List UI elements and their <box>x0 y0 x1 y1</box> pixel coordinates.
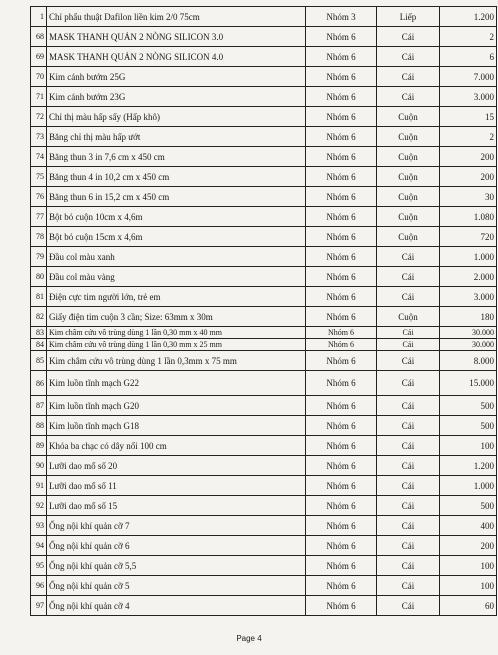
item-unit: Cuộn <box>377 227 440 247</box>
item-name: MASK THANH QUẢN 2 NÒNG SILICON 4.0 <box>47 47 306 67</box>
item-unit: Cái <box>377 67 440 87</box>
table-row <box>31 87 497 107</box>
item-name: Lưỡi dao mổ số 11 <box>47 476 306 496</box>
item-quantity: 400 <box>440 516 497 536</box>
row-number: 78 <box>31 227 47 247</box>
row-number: 74 <box>31 147 47 167</box>
supply-table <box>30 6 497 616</box>
item-quantity: 30.000 <box>440 339 497 351</box>
item-group: Nhóm 6 <box>306 327 377 339</box>
item-group: Nhóm 6 <box>306 371 377 396</box>
item-quantity: 2 <box>440 27 497 47</box>
item-quantity: 200 <box>440 167 497 187</box>
item-group: Nhóm 6 <box>306 307 377 327</box>
item-name: Kim cánh bướm 23G <box>47 87 306 107</box>
item-unit: Cái <box>377 436 440 456</box>
row-number: 90 <box>31 456 47 476</box>
item-unit: Cái <box>377 516 440 536</box>
item-name: Kim châm cứu vô trùng dùng 1 lần 0,30 mm x 40 mm <box>47 327 306 339</box>
item-quantity: 2.000 <box>440 267 497 287</box>
item-unit: Cuộn <box>377 107 440 127</box>
table-row <box>31 67 497 87</box>
item-unit: Cái <box>377 556 440 576</box>
item-quantity: 2 <box>440 127 497 147</box>
item-unit: Cái <box>377 287 440 307</box>
table-row <box>31 227 497 247</box>
item-name: Ống nội khí quản cỡ 7 <box>47 516 306 536</box>
item-name: Khóa ba chạc có dây nối 100 cm <box>47 436 306 456</box>
item-quantity: 8.000 <box>440 351 497 371</box>
item-name: Kim cánh bướm 25G <box>47 67 306 87</box>
item-group: Nhóm 6 <box>306 436 377 456</box>
table-row <box>31 596 497 616</box>
row-number: 82 <box>31 307 47 327</box>
item-unit: Cái <box>377 351 440 371</box>
item-unit: Cái <box>377 496 440 516</box>
item-quantity: 7.000 <box>440 67 497 87</box>
item-group: Nhóm 6 <box>306 556 377 576</box>
item-group: Nhóm 6 <box>306 47 377 67</box>
table-row <box>31 516 497 536</box>
item-group: Nhóm 6 <box>306 536 377 556</box>
table-row <box>31 416 497 436</box>
table-row <box>31 307 497 327</box>
table-row <box>31 456 497 476</box>
item-name: Chỉ phẩu thuật Dafilon liền kim 2/0 75cm <box>47 7 306 27</box>
table-row <box>31 7 497 27</box>
item-group: Nhóm 6 <box>306 339 377 351</box>
item-name: Đầu col màu vàng <box>47 267 306 287</box>
item-unit: Cái <box>377 87 440 107</box>
table-row <box>31 47 497 67</box>
item-unit: Cái <box>377 339 440 351</box>
item-name: Ống nội khí quản cỡ 5 <box>47 576 306 596</box>
item-group: Nhóm 6 <box>306 476 377 496</box>
item-quantity: 30.000 <box>440 327 497 339</box>
item-unit: Cuộn <box>377 207 440 227</box>
item-unit: Cái <box>377 267 440 287</box>
item-group: Nhóm 3 <box>306 7 377 27</box>
item-name: Lưỡi dao mổ số 15 <box>47 496 306 516</box>
item-quantity: 720 <box>440 227 497 247</box>
item-unit: Cái <box>377 476 440 496</box>
item-unit: Cái <box>377 416 440 436</box>
table-row <box>31 107 497 127</box>
item-group: Nhóm 6 <box>306 207 377 227</box>
table-body <box>31 7 497 616</box>
item-quantity: 500 <box>440 416 497 436</box>
item-group: Nhóm 6 <box>306 351 377 371</box>
row-number: 79 <box>31 247 47 267</box>
item-quantity: 15 <box>440 107 497 127</box>
item-unit: Cái <box>377 371 440 396</box>
row-number: 68 <box>31 27 47 47</box>
item-group: Nhóm 6 <box>306 596 377 616</box>
row-number: 89 <box>31 436 47 456</box>
item-unit: Cuộn <box>377 147 440 167</box>
item-quantity: 60 <box>440 596 497 616</box>
item-quantity: 100 <box>440 436 497 456</box>
row-number: 92 <box>31 496 47 516</box>
item-unit: Cái <box>377 536 440 556</box>
table-row <box>31 371 497 396</box>
table-row <box>31 167 497 187</box>
item-group: Nhóm 6 <box>306 27 377 47</box>
item-unit: Cái <box>377 396 440 416</box>
row-number: 96 <box>31 576 47 596</box>
row-number: 84 <box>31 339 47 351</box>
row-number: 77 <box>31 207 47 227</box>
table-row <box>31 496 497 516</box>
row-number: 85 <box>31 351 47 371</box>
item-name: Kim luồn tĩnh mạch G22 <box>47 371 306 396</box>
table-row <box>31 27 497 47</box>
table-row <box>31 436 497 456</box>
row-number: 73 <box>31 127 47 147</box>
item-name: Điện cực tim người lớn, trẻ em <box>47 287 306 307</box>
row-number: 81 <box>31 287 47 307</box>
page-number: Page 4 <box>236 634 262 643</box>
item-quantity: 3.000 <box>440 87 497 107</box>
table-row <box>31 187 497 207</box>
item-group: Nhóm 6 <box>306 516 377 536</box>
row-number: 1 <box>31 7 47 27</box>
row-number: 80 <box>31 267 47 287</box>
item-name: Ống nội khí quản cỡ 5,5 <box>47 556 306 576</box>
item-group: Nhóm 6 <box>306 187 377 207</box>
item-group: Nhóm 6 <box>306 147 377 167</box>
item-name: Băng thun 3 in 7,6 cm x 450 cm <box>47 147 306 167</box>
item-name: Ống nội khí quản cỡ 4 <box>47 596 306 616</box>
item-name: Kim luồn tĩnh mạch G20 <box>47 396 306 416</box>
row-number: 76 <box>31 187 47 207</box>
item-name: Giấy điện tim cuộn 3 cần; Size: 63mm x 30m <box>47 307 306 327</box>
item-unit: Cuộn <box>377 167 440 187</box>
item-unit: Cái <box>377 576 440 596</box>
item-quantity: 6 <box>440 47 497 67</box>
item-name: Băng chỉ thị màu hấp ướt <box>47 127 306 147</box>
item-name: Lưỡi dao mổ số 20 <box>47 456 306 476</box>
item-unit: Cái <box>377 596 440 616</box>
item-group: Nhóm 6 <box>306 167 377 187</box>
item-quantity: 500 <box>440 496 497 516</box>
item-name: Kim châm cứu vô trùng dùng 1 lần 0,3mm x 75 mm <box>47 351 306 371</box>
item-unit: Cái <box>377 247 440 267</box>
item-quantity: 1.200 <box>440 456 497 476</box>
item-name: Đầu col màu xanh <box>47 247 306 267</box>
table-row <box>31 247 497 267</box>
item-quantity: 1.000 <box>440 476 497 496</box>
row-number: 88 <box>31 416 47 436</box>
item-unit: Cái <box>377 47 440 67</box>
item-group: Nhóm 6 <box>306 396 377 416</box>
item-quantity: 1.080 <box>440 207 497 227</box>
item-name: Ống nội khí quản cỡ 6 <box>47 536 306 556</box>
item-quantity: 200 <box>440 147 497 167</box>
row-number: 97 <box>31 596 47 616</box>
item-name: MASK THANH QUẢN 2 NÒNG SILICON 3.0 <box>47 27 306 47</box>
item-group: Nhóm 6 <box>306 287 377 307</box>
item-name: Băng thun 4 in 10,2 cm x 450 cm <box>47 167 306 187</box>
table-row <box>31 576 497 596</box>
item-quantity: 500 <box>440 396 497 416</box>
item-unit: Cái <box>377 327 440 339</box>
item-quantity: 1.200 <box>440 7 497 27</box>
item-quantity: 15.000 <box>440 371 497 396</box>
item-name: Băng thun 6 in 15,2 cm x 450 cm <box>47 187 306 207</box>
row-number: 69 <box>31 47 47 67</box>
table-row <box>31 556 497 576</box>
table-row <box>31 207 497 227</box>
item-quantity: 1.000 <box>440 247 497 267</box>
row-number: 83 <box>31 327 47 339</box>
table-row <box>31 476 497 496</box>
item-unit: Cuộn <box>377 187 440 207</box>
row-number: 94 <box>31 536 47 556</box>
item-unit: Liếp <box>377 7 440 27</box>
item-unit: Cái <box>377 456 440 476</box>
row-number: 70 <box>31 67 47 87</box>
table-row <box>31 351 497 371</box>
item-group: Nhóm 6 <box>306 267 377 287</box>
item-group: Nhóm 6 <box>306 227 377 247</box>
item-unit: Cuộn <box>377 307 440 327</box>
row-number: 95 <box>31 556 47 576</box>
item-group: Nhóm 6 <box>306 247 377 267</box>
table-row <box>31 267 497 287</box>
item-group: Nhóm 6 <box>306 107 377 127</box>
item-group: Nhóm 6 <box>306 456 377 476</box>
item-unit: Cái <box>377 27 440 47</box>
item-name: Chỉ thị màu hấp sấy (Hấp khô) <box>47 107 306 127</box>
item-quantity: 200 <box>440 536 497 556</box>
item-group: Nhóm 6 <box>306 496 377 516</box>
row-number: 87 <box>31 396 47 416</box>
item-group: Nhóm 6 <box>306 67 377 87</box>
item-quantity: 100 <box>440 556 497 576</box>
row-number: 71 <box>31 87 47 107</box>
row-number: 91 <box>31 476 47 496</box>
item-quantity: 100 <box>440 576 497 596</box>
row-number: 75 <box>31 167 47 187</box>
table-row <box>31 396 497 416</box>
item-name: Bột bó cuộn 10cm x 4,6m <box>47 207 306 227</box>
item-group: Nhóm 6 <box>306 576 377 596</box>
row-number: 93 <box>31 516 47 536</box>
table-row <box>31 287 497 307</box>
item-group: Nhóm 6 <box>306 416 377 436</box>
item-name: Kim châm cứu vô trùng dùng 1 lần 0,30 mm x 25 mm <box>47 339 306 351</box>
table-row <box>31 147 497 167</box>
table-row <box>31 327 497 339</box>
item-name: Kim luồn tĩnh mạch G18 <box>47 416 306 436</box>
item-group: Nhóm 6 <box>306 127 377 147</box>
row-number: 72 <box>31 107 47 127</box>
table-row <box>31 127 497 147</box>
item-unit: Cuộn <box>377 127 440 147</box>
row-number: 86 <box>31 371 47 396</box>
table-row <box>31 536 497 556</box>
item-quantity: 30 <box>440 187 497 207</box>
table-row <box>31 339 497 351</box>
item-quantity: 180 <box>440 307 497 327</box>
item-quantity: 3.000 <box>440 287 497 307</box>
item-name: Bột bó cuộn 15cm x 4,6m <box>47 227 306 247</box>
item-group: Nhóm 6 <box>306 87 377 107</box>
